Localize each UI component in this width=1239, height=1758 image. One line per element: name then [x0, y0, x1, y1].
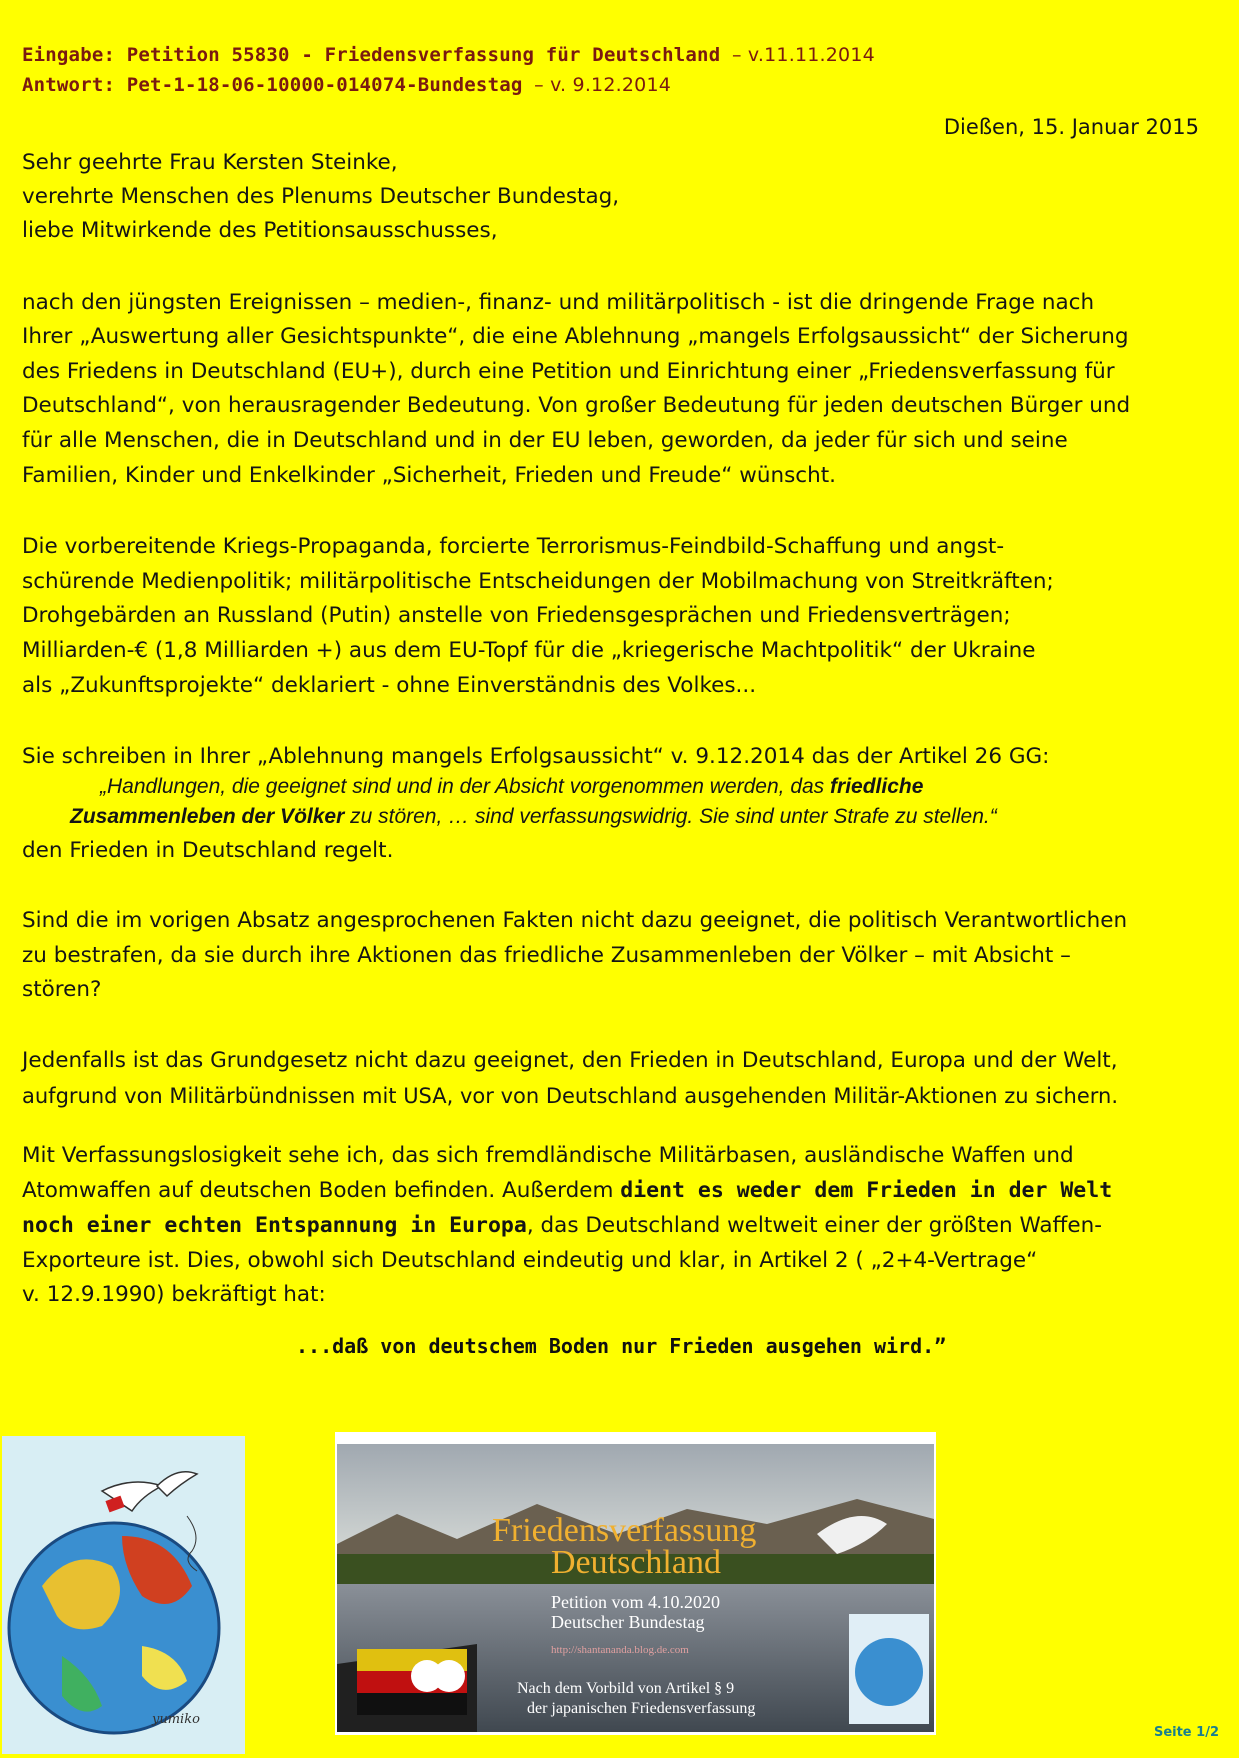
paragraph-line: nach den jüngsten Ereignissen – medien-, finanz- und militärpolitisch - ist die dringende Frage nach: [22, 290, 1095, 315]
paragraph-line: des Friedens in Deutschland (EU+), durch eine Petition und Einrichtung einer „Friedensverfassung für: [22, 359, 1115, 384]
article-quote-line: „Handlungen, die geeignet sind und in der Absicht vorgenommen werden, das friedliche: [100, 775, 924, 798]
paragraph-line: Familien, Kinder und Enkelkinder „Sicherheit, Frieden und Freude“ wünscht.: [22, 463, 836, 488]
earth-dove-illustration: [2, 1436, 245, 1754]
paragraph-line: zu bestrafen, da sie durch ihre Aktionen das friedliche Zusammenleben der Völker – mit Absicht –: [22, 943, 1071, 968]
answer-date: – v. 9.12.2014: [534, 74, 672, 96]
paragraph-line: für alle Menschen, die in Deutschland und in der EU leben, geworden, da jeder für sich und seine: [22, 428, 1068, 453]
poster-title: Deutschland: [551, 1544, 721, 1581]
answer-label: Antwort: [22, 74, 104, 96]
paragraph-line: Die vorbereitende Kriegs-Propaganda, forcierte Terrorismus-Feindbild-Schaffung und angst-: [22, 534, 1005, 559]
article-quote-line: Zusammenleben der Völker zu stören, … sind verfassungswidrig. Sie sind unter Strafe zu stellen.“: [70, 805, 997, 828]
paragraph-line: Atomwaffen auf deutschen Boden befinden. Außerdem dient es weder dem Frieden in der Welt: [22, 1178, 1113, 1203]
salutation-line: verehrte Menschen des Plenums Deutscher Bundestag,: [22, 184, 620, 209]
paragraph-line: Mit Verfassungslosigkeit sehe ich, das sich fremdländische Militärbasen, ausländische Waffen und: [22, 1143, 1074, 1168]
paragraph-line: v. 12.9.1990) bekräftigt hat:: [22, 1282, 326, 1307]
poster-image: [337, 1444, 934, 1732]
paragraph-line: Exporteure ist. Dies, obwohl sich Deutschland eindeutig und klar, in Artikel 2 ( „2+4-Vertrage“: [22, 1248, 1038, 1273]
paragraph-line: als „Zukunftsprojekte“ deklariert - ohne Einverständnis des Volkes...: [22, 673, 757, 698]
poster-caption: Nach dem Vorbild von Artikel § 9: [517, 1680, 735, 1697]
salutation-line: liebe Mitwirkende des Petitionsausschusses,: [22, 218, 498, 243]
paragraph-line: Sind die im vorigen Absatz angesprochenen Fakten nicht dazu geeignet, die politisch Verantwortlichen: [22, 908, 1128, 933]
salutation-line: Sehr geehrte Frau Kersten Steinke,: [22, 150, 398, 175]
paragraph-line: Jedenfalls ist das Grundgesetz nicht dazu geeignet, den Frieden in Deutschland, Europa und der Welt,: [22, 1048, 1118, 1073]
paragraph-line: Sie schreiben in Ihrer „Ablehnung mangels Erfolgsaussicht“ v. 9.12.2014 das der Artikel 26 GG:: [22, 744, 1050, 769]
paragraph-line: Deutschland“, von herausragender Bedeutung. Von großer Bedeutung für jeden deutschen Bürger und: [22, 393, 1131, 418]
paragraph-line: stören?: [22, 977, 102, 1002]
paragraph-line: aufgrund von Militärbündnissen mit USA, vor von Deutschland ausgehenden Militär-Aktionen zu sichern.: [22, 1084, 1119, 1108]
answer-reference: : Pet-1-18-06-10000-014074-Bundestag: [103, 74, 523, 96]
poster-url: http://shantananda.blog.de.com: [551, 1644, 689, 1656]
poster-title: Friedensverfassung: [492, 1512, 757, 1549]
paragraph-line: Drohgebärden an Russland (Putin) anstelle von Friedensgesprächen und Friedensverträgen;: [22, 603, 1011, 628]
poster-subtitle: Petition vom 4.10.2020: [551, 1592, 721, 1612]
poster-subtitle: Deutscher Bundestag: [551, 1612, 705, 1632]
page-number: Seite 1/2: [1153, 1725, 1219, 1740]
petition-date: – v.11.11.2014: [731, 44, 875, 66]
petition-reference: Eingabe: Petition 55830 - Friedensverfassung für Deutschland: [22, 44, 721, 66]
poster-caption: der japanischen Friedensverfassung: [527, 1700, 756, 1717]
artist-signature: yumiko: [152, 1712, 200, 1727]
petition-poster: [335, 1432, 936, 1735]
closing-quote: ...daß von deutschem Boden nur Frieden ausgehen wird.”: [296, 1334, 947, 1358]
place-date: Dießen, 15. Januar 2015: [943, 115, 1199, 139]
paragraph-line: noch einer echten Entspannung in Europa, das Deutschland weltweit einer der größten Waffen-: [22, 1213, 1102, 1238]
paragraph-line: Milliarden-€ (1,8 Milliarden +) aus dem EU-Topf für die „kriegerische Machtpolitik“ der Ukraine: [22, 638, 1036, 663]
paragraph-line: den Frieden in Deutschland regelt.: [22, 838, 394, 863]
paragraph-line: Ihrer „Auswertung aller Gesichtspunkte“, die eine Ablehnung „mangels Erfolgsaussicht“ der Sicherung: [22, 324, 1129, 349]
paragraph-line: schürende Medienpolitik; militärpolitische Entscheidungen der Mobilmachung von Streitkräften;: [22, 569, 1054, 594]
earth-dove-drawing: [2, 1436, 245, 1754]
header-line-answer: [22, 74, 671, 96]
header-line-petition: [22, 44, 875, 66]
